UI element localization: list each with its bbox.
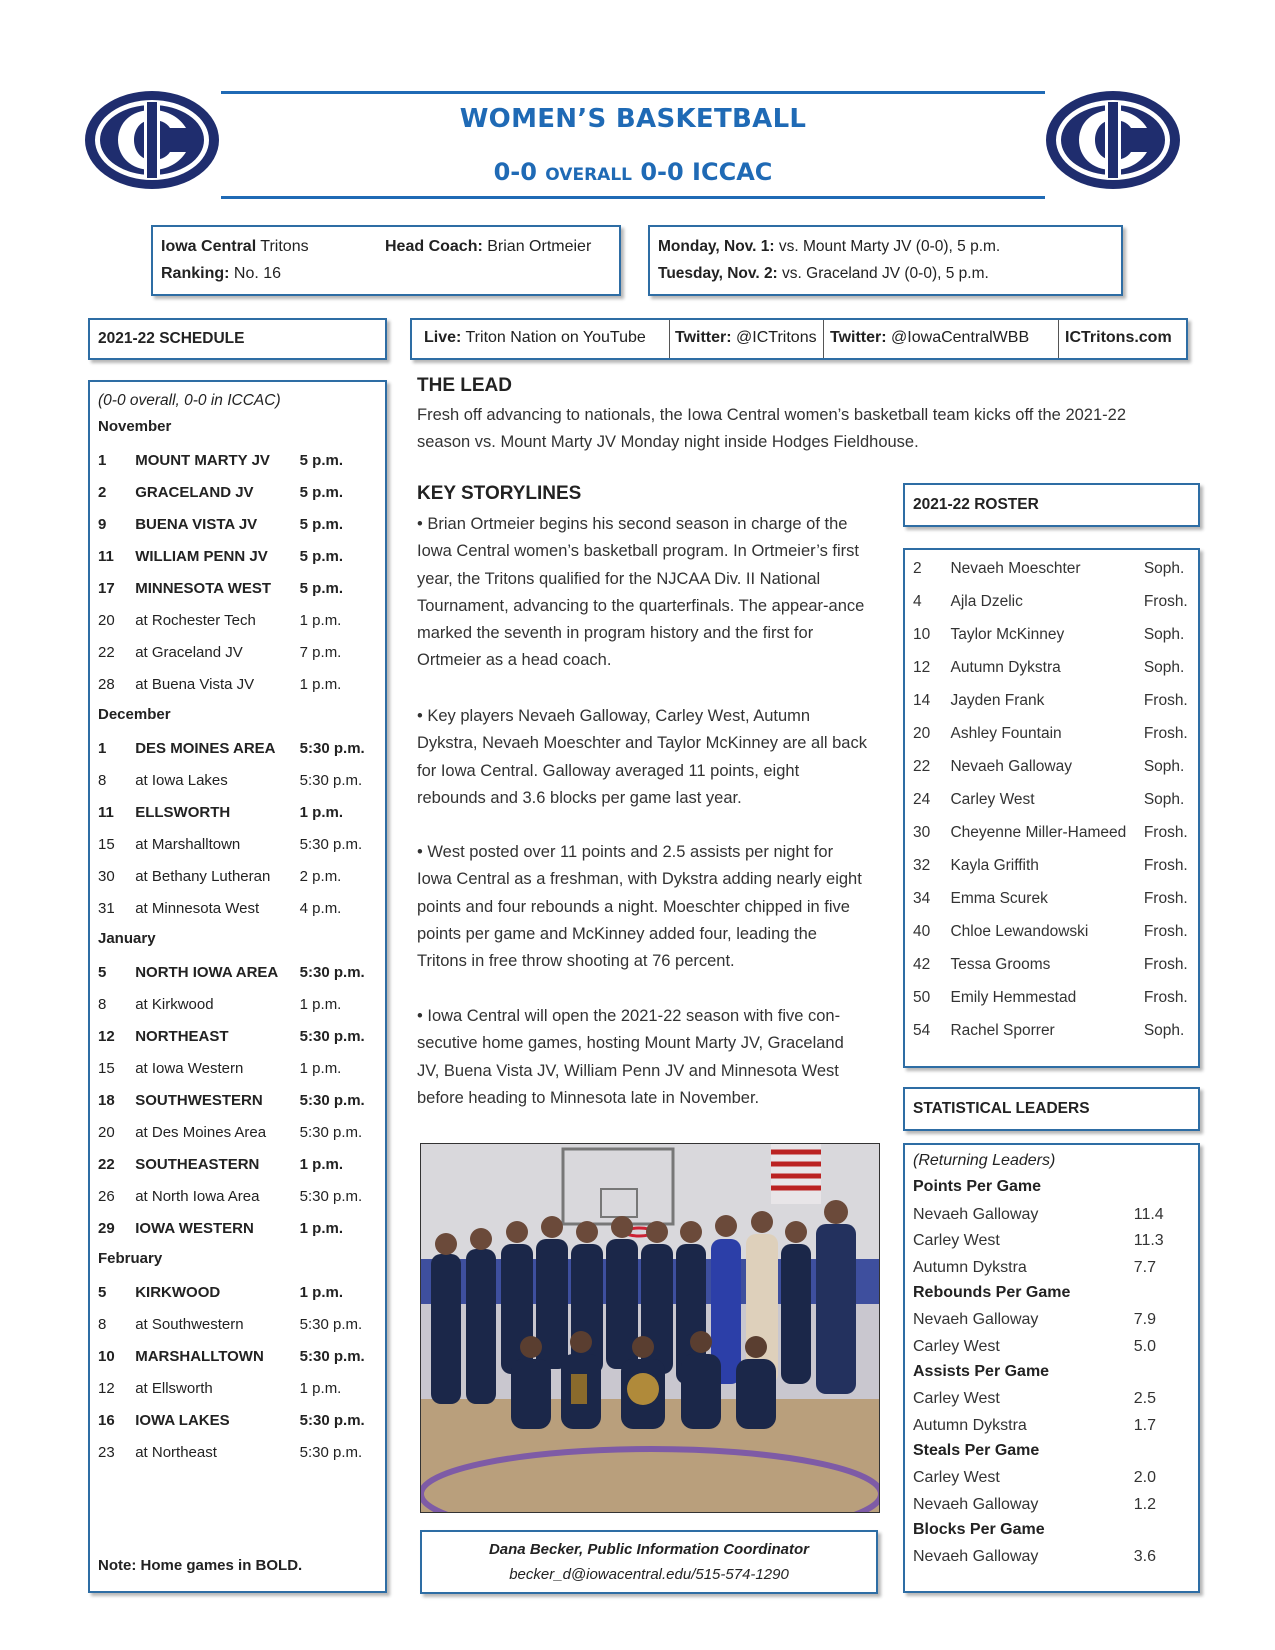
player-number: 2 <box>913 560 922 577</box>
schedule-row <box>98 1116 378 1148</box>
stat-player: Nevaeh Galloway <box>913 1205 1039 1223</box>
game-opponent: ELLSWORTH <box>135 803 231 821</box>
game-time: 1 p.m. <box>299 611 342 629</box>
game-date: 31 <box>98 899 115 917</box>
stat-row <box>913 1544 1183 1571</box>
game-opponent: at Southwestern <box>135 1315 244 1333</box>
team-photo <box>420 1143 880 1513</box>
game-opponent: BUENA VISTA JV <box>135 515 258 533</box>
upcoming-day: Monday, Nov. 1: <box>658 238 775 255</box>
game-date: 5 <box>98 1283 107 1301</box>
game-time: 5:30 p.m. <box>299 1443 363 1461</box>
schedule-row <box>98 1084 378 1116</box>
roster-row <box>913 948 1203 982</box>
player-number: 14 <box>913 692 931 709</box>
schedule-row <box>98 1212 378 1244</box>
schedule-row <box>98 732 378 764</box>
storyline-item: • West posted over 11 points and 2.5 assists per night for Iowa Central as a freshman, with Dykstra adding nearly eight points and four rebounds a night. Moeschter chipped in five points per game and McKinney added four, leading the Tritons in free throw shooting at 76 percent. <box>417 843 862 971</box>
schedule-row <box>98 988 378 1020</box>
schedule-row <box>98 1404 378 1436</box>
game-time: 5 p.m. <box>299 579 344 597</box>
game-opponent: MARSHALLTOWN <box>135 1347 264 1365</box>
game-time: 5:30 p.m. <box>299 1091 365 1109</box>
player-name: Emma Scurek <box>950 890 1048 907</box>
stat-category: Points Per Game <box>913 1178 1042 1195</box>
player-year: Frosh. <box>1143 824 1188 841</box>
media-value: @ICTritons <box>736 329 817 346</box>
media-divider <box>1058 320 1059 358</box>
player-year: Soph. <box>1143 791 1185 808</box>
stat-row <box>913 1228 1183 1255</box>
game-date: 8 <box>98 1315 107 1333</box>
stat-player: Autumn Dykstra <box>913 1416 1027 1434</box>
game-date: 5 <box>98 963 107 981</box>
stat-value: 5.0 <box>1133 1337 1156 1355</box>
player-name: Nevaeh Moeschter <box>950 560 1081 577</box>
game-date: 22 <box>98 1155 115 1173</box>
player-number: 40 <box>913 923 931 940</box>
game-date: 30 <box>98 867 115 885</box>
stat-value: 3.6 <box>1133 1548 1156 1565</box>
schedule-month: December <box>98 706 171 723</box>
player-name: Autumn Dykstra <box>950 659 1061 676</box>
game-date: 15 <box>98 1059 115 1077</box>
roster-row <box>913 783 1203 817</box>
stat-value: 7.9 <box>1133 1311 1156 1328</box>
schedule-box <box>88 380 387 1593</box>
stat-value: 1.2 <box>1133 1495 1156 1513</box>
game-date: 22 <box>98 643 115 661</box>
game-opponent: WILLIAM PENN JV <box>135 547 268 565</box>
stat-row <box>913 1491 1183 1518</box>
schedule-row <box>98 540 378 572</box>
game-date: 12 <box>98 1379 115 1397</box>
game-time: 5:30 p.m. <box>299 835 363 853</box>
team-info-box <box>151 225 621 296</box>
stat-row <box>913 1465 1183 1492</box>
schedule-row <box>98 892 378 924</box>
player-number: 10 <box>913 626 931 643</box>
schedule-row <box>98 828 378 860</box>
player-number: 32 <box>913 857 931 874</box>
school-mascot: Tritons <box>260 238 309 255</box>
player-year: Soph. <box>1143 659 1185 676</box>
schedule-row <box>98 860 378 892</box>
player-year: Soph. <box>1143 1022 1185 1039</box>
schedule-row <box>98 1180 378 1212</box>
schedule-row <box>98 764 378 796</box>
roster-row <box>913 1014 1203 1048</box>
stat-row <box>913 1386 1183 1413</box>
player-year: Frosh. <box>1143 956 1188 973</box>
game-time: 5:30 p.m. <box>299 1315 363 1333</box>
player-name: Carley West <box>950 791 1035 808</box>
game-date: 8 <box>98 995 107 1013</box>
upcoming-detail: vs. Graceland JV (0-0), 5 p.m. <box>782 265 989 282</box>
media-value: Triton Nation on YouTube <box>465 329 646 346</box>
player-name: Tessa Grooms <box>950 956 1051 973</box>
player-name: Nevaeh Galloway <box>950 758 1072 775</box>
media-twitter-ictritons[interactable] <box>675 329 817 347</box>
game-date: 20 <box>98 611 115 629</box>
player-number: 24 <box>913 791 931 808</box>
schedule-row <box>98 1436 378 1468</box>
stat-value: 11.3 <box>1133 1232 1164 1249</box>
stat-player: Carley West <box>913 1232 1000 1249</box>
player-number: 12 <box>913 659 931 676</box>
stat-value: 2.0 <box>1133 1469 1156 1486</box>
game-date: 23 <box>98 1443 115 1461</box>
stat-row <box>913 1201 1183 1228</box>
player-year: Frosh. <box>1143 989 1188 1006</box>
player-year: Soph. <box>1143 758 1185 775</box>
game-time: 5:30 p.m. <box>299 739 365 757</box>
player-name: Ajla Dzelic <box>950 593 1023 610</box>
lead-text: Fresh off advancing to nationals, the Iowa Central women’s basketball team kicks off the 2021-22 season vs. Mount Marty JV Monday night inside Hodges Fieldhouse. <box>417 406 1126 452</box>
game-opponent: at Kirkwood <box>135 995 214 1013</box>
game-opponent: IOWA LAKES <box>135 1411 230 1429</box>
game-time: 5 p.m. <box>299 515 344 533</box>
roster-heading-box <box>903 483 1200 527</box>
player-name: Emily Hemmestad <box>950 989 1077 1006</box>
game-opponent: SOUTHEASTERN <box>135 1155 260 1173</box>
roster-heading: 2021-22 ROSTER <box>913 496 1039 513</box>
game-date: 1 <box>98 451 107 469</box>
game-time: 1 p.m. <box>299 1059 342 1077</box>
game-opponent: at Iowa Lakes <box>135 771 228 789</box>
schedule-record-note: (0-0 overall, 0-0 in ICCAC) <box>98 392 281 409</box>
game-date: 28 <box>98 675 115 693</box>
roster-row <box>913 849 1203 883</box>
stat-player: Nevaeh Galloway <box>913 1495 1039 1513</box>
media-label: Twitter: <box>675 329 732 346</box>
game-opponent: at Iowa Western <box>135 1059 244 1077</box>
schedule-row <box>98 636 378 668</box>
header-top-rule <box>221 91 1045 94</box>
player-year: Frosh. <box>1143 857 1188 874</box>
player-number: 20 <box>913 725 931 742</box>
media-divider <box>823 320 824 358</box>
game-date: 8 <box>98 771 107 789</box>
game-opponent: IOWA WESTERN <box>135 1219 254 1237</box>
player-name: Rachel Sporrer <box>950 1022 1055 1039</box>
roster-row <box>913 552 1203 586</box>
player-year: Frosh. <box>1143 725 1188 742</box>
player-number: 54 <box>913 1022 931 1039</box>
game-time: 1 p.m. <box>299 1379 342 1397</box>
stat-row <box>913 1307 1183 1334</box>
game-time: 5:30 p.m. <box>299 771 363 789</box>
schedule-month: January <box>98 930 156 947</box>
game-date: 17 <box>98 579 115 597</box>
stat-player: Carley West <box>913 1390 1000 1407</box>
schedule-heading: 2021-22 SCHEDULE <box>98 330 245 347</box>
media-label: Live: <box>424 329 462 346</box>
game-opponent: at Graceland JV <box>135 643 243 661</box>
player-name: Taylor McKinney <box>950 626 1065 643</box>
game-opponent: at Bethany Lutheran <box>135 867 271 885</box>
game-time: 5 p.m. <box>299 483 344 501</box>
page-title: WOMEN’S BASKETBALL <box>459 104 807 134</box>
game-date: 9 <box>98 515 107 533</box>
player-name: Jayden Frank <box>950 692 1045 709</box>
stat-player: Autumn Dykstra <box>913 1258 1027 1276</box>
schedule-note: Note: Home games in BOLD. <box>98 1557 303 1574</box>
game-time: 4 p.m. <box>299 899 342 917</box>
schedule-month: February <box>98 1250 163 1267</box>
stat-row <box>913 1254 1183 1281</box>
game-time: 1 p.m. <box>299 1283 344 1301</box>
player-number: 22 <box>913 758 931 775</box>
player-number: 50 <box>913 989 931 1006</box>
stats-note: (Returning Leaders) <box>913 1152 1056 1169</box>
game-opponent: at North Iowa Area <box>135 1187 260 1205</box>
player-year: Soph. <box>1143 560 1185 577</box>
game-opponent: at Marshalltown <box>135 835 241 853</box>
game-time: 2 p.m. <box>299 867 342 885</box>
roster-row <box>913 585 1203 619</box>
game-date: 12 <box>98 1027 115 1045</box>
player-name: Chloe Lewandowski <box>950 923 1089 940</box>
game-time: 1 p.m. <box>299 1219 344 1237</box>
player-name: Cheyenne Miller-Hameed <box>950 824 1127 841</box>
game-date: 1 <box>98 739 107 757</box>
roster-row <box>913 750 1203 784</box>
schedule-row <box>98 1276 378 1308</box>
stat-row <box>913 1333 1183 1360</box>
game-opponent: MINNESOTA WEST <box>135 579 272 597</box>
game-opponent: NORTH IOWA AREA <box>135 963 279 981</box>
schedule-row <box>98 796 378 828</box>
game-time: 7 p.m. <box>299 643 342 661</box>
player-year: Soph. <box>1143 626 1185 643</box>
player-name: Kayla Griffith <box>950 857 1039 874</box>
stats-heading: STATISTICAL LEADERS <box>913 1100 1090 1117</box>
game-time: 5:30 p.m. <box>299 1123 363 1141</box>
schedule-heading-box <box>88 318 387 360</box>
roster-row <box>913 915 1203 949</box>
ic-logo-left <box>82 88 222 192</box>
media-value: @IowaCentralWBB <box>891 329 1030 346</box>
coach-name: Brian Ortmeier <box>487 238 592 255</box>
stats-heading-box <box>903 1087 1200 1131</box>
game-date: 29 <box>98 1219 115 1237</box>
game-date: 11 <box>98 803 114 821</box>
game-time: 5:30 p.m. <box>299 1347 365 1365</box>
game-date: 20 <box>98 1123 115 1141</box>
stat-row <box>913 1412 1183 1439</box>
media-divider <box>669 320 670 358</box>
schedule-row <box>98 1372 378 1404</box>
upcoming-day: Tuesday, Nov. 2: <box>658 265 778 282</box>
game-opponent: NORTHEAST <box>135 1027 229 1045</box>
media-bar <box>410 318 1188 360</box>
game-opponent: KIRKWOOD <box>135 1283 221 1301</box>
player-number: 34 <box>913 890 931 907</box>
contact-info[interactable]: becker_d@iowacentral.edu/515-574-1290 <box>509 1566 789 1583</box>
game-time: 5:30 p.m. <box>299 1027 365 1045</box>
game-time: 1 p.m. <box>299 675 342 693</box>
stat-value: 7.7 <box>1133 1258 1156 1276</box>
player-number: 30 <box>913 824 931 841</box>
roster-row <box>913 981 1203 1015</box>
stat-value: 1.7 <box>1133 1416 1156 1434</box>
game-date: 26 <box>98 1187 115 1205</box>
game-time: 5:30 p.m. <box>299 1187 363 1205</box>
header-bottom-rule <box>221 196 1045 199</box>
player-number: 42 <box>913 956 931 973</box>
coach-label: Head Coach: <box>385 238 483 255</box>
school-name: Iowa Central <box>161 238 257 255</box>
stat-player: Carley West <box>913 1469 1000 1486</box>
upcoming-detail: vs. Mount Marty JV (0-0), 5 p.m. <box>778 238 1001 255</box>
media-twitter-iowacentralwbb[interactable] <box>830 329 1029 347</box>
media-website[interactable] <box>1065 329 1172 347</box>
roster-row <box>913 717 1203 751</box>
storyline-item: • Key players Nevaeh Galloway, Carley West, Autumn Dykstra, Nevaeh Moeschter and Taylor McKinney are all back for Iowa Central. Galloway averaged 11 points, eight rebounds and 3.6 blocks per game last year. <box>417 707 867 807</box>
storylines-heading: KEY STORYLINES <box>417 483 582 504</box>
game-date: 2 <box>98 483 107 501</box>
player-number: 4 <box>913 593 922 610</box>
game-time: 1 p.m. <box>299 995 342 1013</box>
player-year: Frosh. <box>1143 923 1188 940</box>
game-opponent: SOUTHWESTERN <box>135 1091 263 1109</box>
schedule-row <box>98 1148 378 1180</box>
game-date: 18 <box>98 1091 115 1109</box>
schedule-row <box>98 1308 378 1340</box>
stat-category: Blocks Per Game <box>913 1520 1045 1538</box>
schedule-row <box>98 1020 378 1052</box>
game-date: 10 <box>98 1347 115 1365</box>
player-name: Ashley Fountain <box>950 725 1062 742</box>
game-opponent: DES MOINES AREA <box>135 739 276 757</box>
media-label: Twitter: <box>830 329 887 346</box>
schedule-row <box>98 572 378 604</box>
stat-player: Carley West <box>913 1337 1000 1355</box>
ranking-value: No. 16 <box>233 265 282 282</box>
game-opponent: at Minnesota West <box>135 899 260 917</box>
contact-name: Dana Becker, Public Information Coordinator <box>488 1541 810 1558</box>
game-date: 11 <box>98 547 114 565</box>
schedule-row <box>98 444 378 476</box>
game-time: 5:30 p.m. <box>299 1411 365 1429</box>
game-time: 5:30 p.m. <box>299 963 365 981</box>
game-opponent: at Ellsworth <box>135 1379 213 1397</box>
schedule-month: November <box>98 418 172 435</box>
game-date: 15 <box>98 835 115 853</box>
media-label: ICTritons.com <box>1065 329 1172 346</box>
schedule-row <box>98 508 378 540</box>
stat-category: Assists Per Game <box>913 1362 1050 1380</box>
team-photo-image <box>421 1144 880 1513</box>
schedule-row <box>98 668 378 700</box>
roster-row <box>913 618 1203 652</box>
game-time: 1 p.m. <box>299 1155 344 1173</box>
roster-row <box>913 684 1203 718</box>
schedule-row <box>98 956 378 988</box>
game-opponent: GRACELAND JV <box>135 483 254 501</box>
game-time: 5 p.m. <box>299 547 344 565</box>
stat-player: Nevaeh Galloway <box>913 1548 1039 1565</box>
game-opponent: MOUNT MARTY JV <box>135 451 270 469</box>
upcoming-games-box <box>648 225 1123 296</box>
schedule-row <box>98 1340 378 1372</box>
roster-box <box>903 548 1200 1068</box>
ranking-label: Ranking: <box>161 265 230 282</box>
media-live[interactable] <box>424 329 646 347</box>
roster-row <box>913 882 1203 916</box>
game-opponent: at Des Moines Area <box>135 1123 267 1141</box>
roster-row <box>913 651 1203 685</box>
stat-category: Rebounds Per Game <box>913 1283 1071 1301</box>
ic-logo-right <box>1043 88 1183 192</box>
game-time: 5 p.m. <box>299 451 344 469</box>
player-year: Frosh. <box>1143 890 1188 907</box>
player-year: Frosh. <box>1143 593 1188 610</box>
schedule-row <box>98 1052 378 1084</box>
stat-value: 11.4 <box>1133 1205 1164 1223</box>
stats-box <box>903 1143 1200 1593</box>
lead-heading: THE LEAD <box>417 375 512 396</box>
schedule-row <box>98 604 378 636</box>
game-opponent: at Northeast <box>135 1443 217 1461</box>
game-opponent: at Rochester Tech <box>135 611 256 629</box>
game-date: 16 <box>98 1411 115 1429</box>
team-record: 0-0 overall 0-0 ICCAC <box>493 158 773 186</box>
roster-row <box>913 816 1203 850</box>
game-time: 1 p.m. <box>299 803 344 821</box>
game-opponent: at Buena Vista JV <box>135 675 255 693</box>
stat-value: 2.5 <box>1133 1390 1156 1407</box>
storyline-item: • Brian Ortmeier begins his second season in charge of the Iowa Central women’s basketball program. In Ortmeier’s first year, the Tritons qualified for the NJCAA Div. II National Tournament, advancing to the quarterfinals. The appear-ance marked the seventh in program history and the first for Ortmeier as a head coach. <box>417 515 865 670</box>
contact-box <box>420 1530 878 1594</box>
player-year: Frosh. <box>1143 692 1188 709</box>
schedule-row <box>98 476 378 508</box>
stat-player: Nevaeh Galloway <box>913 1311 1039 1328</box>
stat-category: Steals Per Game <box>913 1441 1040 1459</box>
storyline-item: • Iowa Central will open the 2021-22 season with five con-secutive home games, hosting Mount Marty JV, Graceland JV, Buena Vista JV, William Penn JV and Minnesota West before heading to Minnesota late in November. <box>417 1007 844 1107</box>
